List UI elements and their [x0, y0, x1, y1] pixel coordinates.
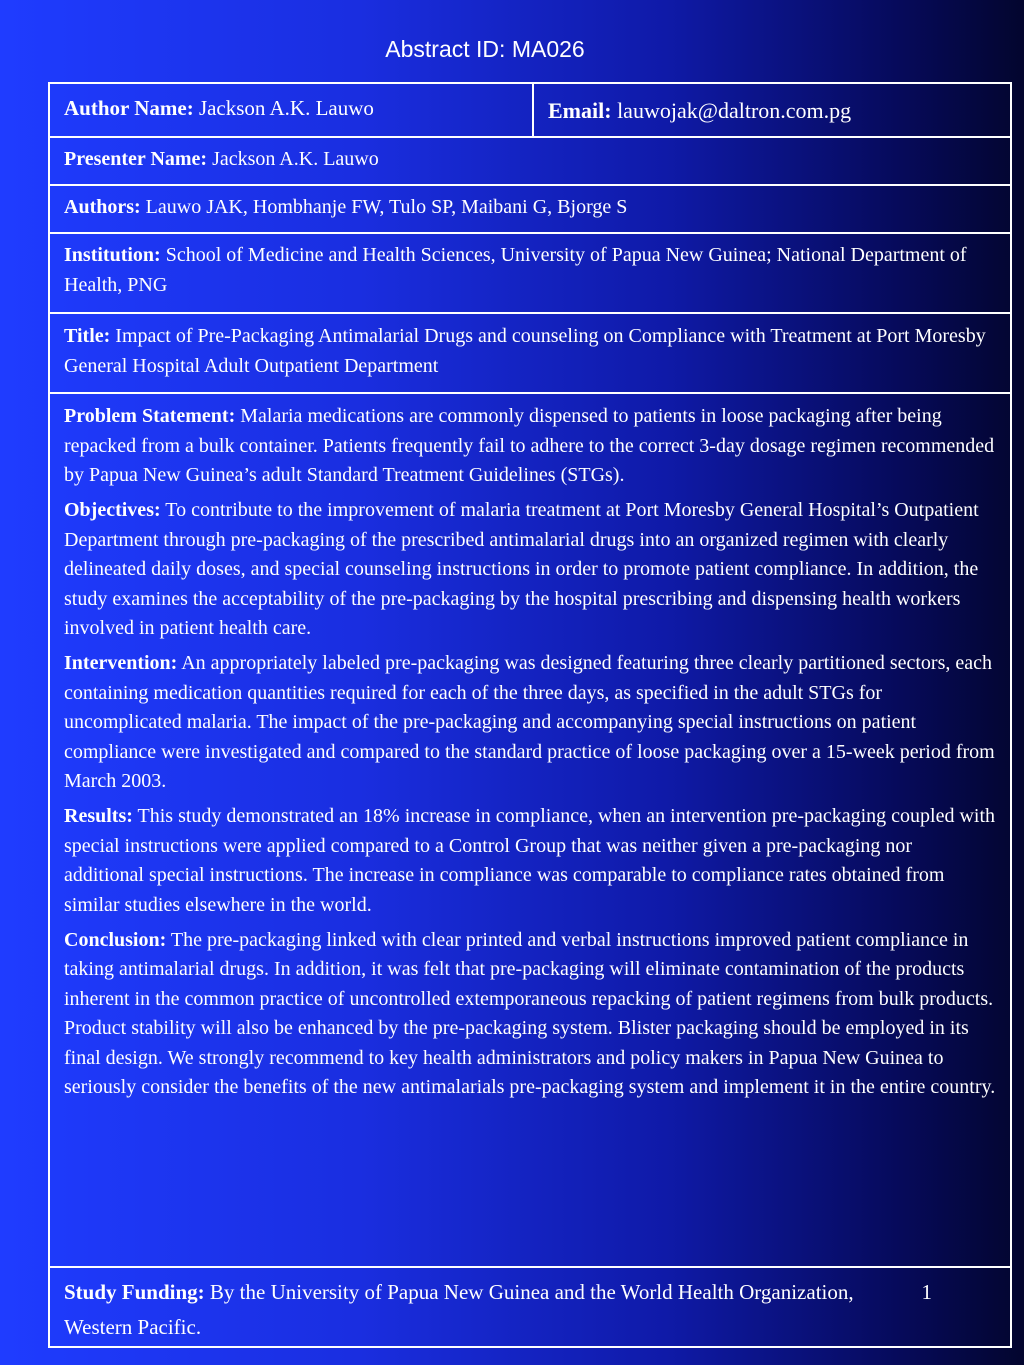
authors-list: Lauwo JAK, Hombhanje FW, Tulo SP, Maibani G, Bjorge S [145, 196, 628, 218]
abstract-table [48, 82, 1012, 1348]
presenter-name: Jackson A.K. Lauwo [212, 148, 379, 170]
results [64, 802, 996, 920]
author-name: Jackson A.K. Lauwo [198, 96, 374, 120]
conclusion [64, 926, 996, 1103]
funding-cell [50, 1275, 1010, 1345]
results-label: Results: [64, 805, 133, 827]
conclusion-label: Conclusion: [64, 928, 167, 951]
page-number: 1 [921, 1280, 932, 1304]
objectives-label: Objectives: [64, 499, 161, 521]
problem-label: Problem Statement: [64, 405, 236, 427]
funding-text: By the University of Papua New Guinea and the World Health Organization, Western Pacific. [64, 1280, 854, 1339]
presenter-label: Presenter Name: [64, 148, 208, 170]
author-label: Author Name: [64, 96, 194, 120]
institution-cell [50, 241, 1010, 300]
email-cell [534, 96, 1010, 126]
author-cell [50, 94, 532, 124]
presenter-cell [50, 145, 1010, 175]
authors-label: Authors: [64, 196, 141, 218]
results-text: This study demonstrated an 18% increase in compliance, when an intervention pre-packaging coupled with special instructions were applied compared to a Control Group that was neither given a pre-packaging nor additional special instructions. The increase in compliance was comparable to compliance rates obtained from similar studies elsewhere in the world. [64, 805, 996, 916]
funding-label: Study Funding: [64, 1280, 205, 1304]
problem-statement [64, 402, 996, 491]
institution-text: School of Medicine and Health Sciences, University of Papua New Guinea; National Department of Health, PNG [64, 244, 967, 296]
email-address: lauwojak@daltron.com.pg [617, 98, 852, 123]
email-label: Email: [548, 98, 612, 123]
objectives [64, 496, 996, 644]
abstract-body [50, 402, 1010, 1108]
institution-label: Institution: [64, 244, 161, 266]
title-cell [50, 322, 1010, 381]
objectives-text: To contribute to the improvement of malaria treatment at Port Moresby General Hospital’s Outpatient Department through pre-packaging of the prescribed antimalarial drugs into an organized regimen with clearly delineated daily doses, and special counseling instructions in order to promote patient compliance. In addition, the study examines the acceptability of the pre-packaging by the hospital prescribing and dispensing health workers involved in patient health care. [64, 499, 979, 639]
problem-text: Malaria medications are commonly dispensed to patients in loose packaging after being repacked from a bulk container. Patients frequently fail to adhere to the correct 3-day dosage regimen recommended by Papua New Guinea’s adult Standard Treatment Guidelines (STGs). [64, 405, 995, 486]
intervention-label: Intervention: [64, 652, 178, 674]
conclusion-text: The pre-packaging linked with clear printed and verbal instructions improved patient compliance in taking antimalarial drugs. In addition, it was felt that pre-packaging will eliminate contamination of the products inherent in the common practice of uncontrolled extemporaneous repacking of patient regimens from bulk products. Product stability will also be enhanced by the pre-packaging system. Blister packaging should be employed in its final design. We strongly recommend to key health administrators and policy makers in Papua New Guinea to seriously consider the benefits of the new antimalarials pre-packaging system and implement it in the entire country. [64, 928, 996, 1098]
intervention-text: An appropriately labeled pre-packaging was designed featuring three clearly partitioned sectors, each containing medication quantities required for each of the three days, as specified in the adult STGs for uncomplicated malaria. The impact of the pre-packaging and accompanying special instructions on patient compliance were investigated and compared to the standard practice of loose packaging over a 15-week period from March 2003. [64, 652, 995, 792]
authors-cell [50, 193, 1010, 223]
intervention [64, 649, 996, 797]
title-label: Title: [64, 325, 111, 347]
title-text: Impact of Pre-Packaging Antimalarial Drugs and counseling on Compliance with Treatment at Port Moresby General Hospital Adult Outpatient Department [64, 325, 986, 377]
abstract-id: Abstract ID: MA026 [385, 36, 585, 62]
